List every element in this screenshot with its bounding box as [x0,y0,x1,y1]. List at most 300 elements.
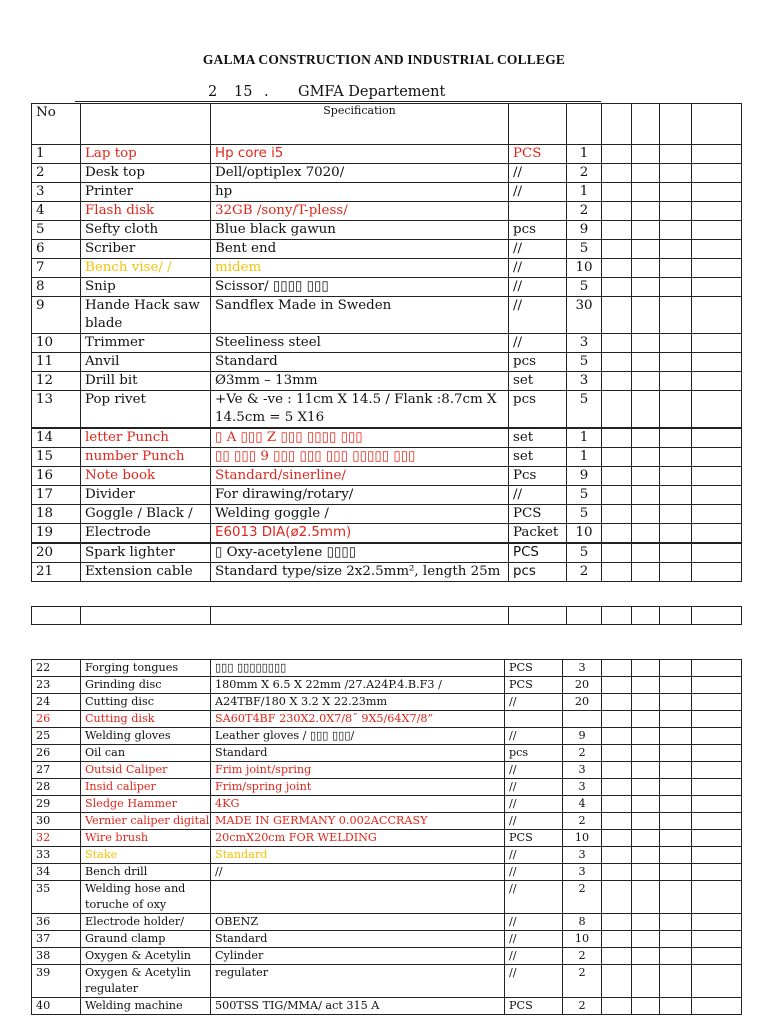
table-row [32,372,742,391]
item-unit: // [509,259,567,278]
row-number: 20 [32,544,81,563]
row-number: 5 [32,221,81,240]
table-header-row [32,104,742,145]
item-quantity: 10 [567,259,602,278]
item-specification: ▯ A ▯▯▯ Z ▯▯▯ ▯▯▯▯ ▯▯▯ [211,429,509,448]
equipment-table-continued [31,659,742,1015]
empty-cell [632,847,660,864]
empty-cell [692,660,742,677]
empty-cell [660,259,692,278]
empty-cell [692,240,742,259]
item-specification: ▯ Oxy-acetylene ▯▯▯▯ [211,544,509,563]
empty-cell [632,660,660,677]
item-unit: Pcs [509,467,567,486]
empty-cell [660,544,692,563]
empty-cell [602,847,632,864]
item-quantity: 3 [563,864,602,881]
item-quantity: 5 [567,353,602,372]
table-row [32,524,742,543]
empty-cell [632,467,660,486]
empty-cell [632,429,660,448]
empty-cell [692,429,742,448]
item-quantity: 3 [563,660,602,677]
empty-cell [692,391,742,428]
item-unit: // [509,183,567,202]
empty-cell [602,372,632,391]
item-name: Oxygen & Acetylin [81,948,211,965]
item-name: Outsid Caliper [81,762,211,779]
empty-cell [660,448,692,467]
empty-cell [602,881,632,914]
empty-cell [602,505,632,524]
item-specification: Standard [211,931,505,948]
item-name: Grinding disc [81,677,211,694]
empty-cell [660,813,692,830]
empty-cell [602,334,632,353]
empty-cell [632,998,660,1015]
empty-cell [660,998,692,1015]
empty-cell [692,448,742,467]
item-quantity: 3 [563,762,602,779]
empty-cell [602,259,632,278]
column-header-specification: Specification [211,104,509,145]
item-specification: Blue black gawun [211,221,509,240]
empty-cell [692,467,742,486]
empty-cell [632,762,660,779]
row-number: 29 [32,796,81,813]
item-unit: pcs [509,353,567,372]
item-name: Printer [81,183,211,202]
item-specification: Scissor/ ▯▯▯▯ ▯▯▯ [211,278,509,297]
empty-cell [602,240,632,259]
row-number: 11 [32,353,81,372]
item-name: Welding hose and toruche of oxy [81,881,211,914]
table-row [32,881,742,914]
table-row [32,745,742,762]
empty-cell [692,145,742,164]
empty-cell [602,745,632,762]
item-specification: Dell/optiplex 7020/ [211,164,509,183]
row-number: 3 [32,183,81,202]
item-specification: Standard/sinerline/ [211,467,509,486]
row-number: 9 [32,297,81,334]
item-name: Oxygen & Acetylin regulater [81,965,211,998]
row-number: 26 [32,745,81,762]
empty-cell [692,677,742,694]
row-number: 39 [32,965,81,998]
empty-cell [660,864,692,881]
blank-cell [632,607,660,625]
empty-cell [660,762,692,779]
empty-cell [660,881,692,914]
row-number: 25 [32,728,81,745]
empty-cell [660,372,692,391]
table-row [32,779,742,796]
table-row [32,544,742,563]
item-specification: 32GB /sony/T-pless/ [211,202,509,221]
empty-cell [660,353,692,372]
empty-cell [632,563,660,582]
row-number: 21 [32,563,81,582]
empty-cell [660,391,692,428]
item-name: Graund clamp [81,931,211,948]
item-name: Extension cable [81,563,211,582]
row-number: 28 [32,779,81,796]
empty-cell [692,779,742,796]
item-unit: PCS [509,505,567,524]
empty-cell [692,372,742,391]
empty-cell [602,353,632,372]
empty-cell [602,467,632,486]
empty-cell [632,745,660,762]
empty-cell [632,240,660,259]
empty-cell [692,297,742,334]
empty-cell [632,677,660,694]
column-header-no: No [32,104,81,145]
item-quantity: 8 [563,914,602,931]
item-quantity: 2 [567,164,602,183]
item-specification: MADE IN GERMANY 0.002ACCRASY [211,813,505,830]
blank-cell [509,607,567,625]
item-quantity: 9 [563,728,602,745]
item-name: Stake [81,847,211,864]
empty-cell [632,864,660,881]
empty-cell [660,334,692,353]
empty-cell [632,164,660,183]
table-row [32,334,742,353]
table-row [32,796,742,813]
item-quantity: 2 [567,563,602,582]
empty-cell [602,779,632,796]
row-number: 7 [32,259,81,278]
empty-cell [660,965,692,998]
empty-cell [602,914,632,931]
item-quantity: 5 [567,544,602,563]
empty-cell [602,164,632,183]
item-unit: // [509,297,567,334]
table-row [32,711,742,728]
empty-cell [692,998,742,1015]
table-row [32,998,742,1015]
empty-cell [632,259,660,278]
equipment-table-main [31,103,742,582]
year-part-b: 15 [234,84,253,100]
item-specification: midem [211,259,509,278]
table-row [32,221,742,240]
item-unit: // [505,881,563,914]
empty-cell [660,779,692,796]
row-number: 16 [32,467,81,486]
empty-cell [692,221,742,240]
item-name: Desk top [81,164,211,183]
empty-cell [692,505,742,524]
item-unit: // [505,931,563,948]
item-name: Anvil [81,353,211,372]
empty-cell [692,965,742,998]
item-unit: pcs [509,391,567,428]
item-quantity: 9 [567,221,602,240]
table-row [32,505,742,524]
empty-cell [660,728,692,745]
empty-cell [602,711,632,728]
column-header-blank [692,104,742,145]
empty-cell [692,334,742,353]
row-number: 10 [32,334,81,353]
item-name: Pop rivet [81,391,211,428]
item-name: Drill bit [81,372,211,391]
item-name: Vernier caliper digital [81,813,211,830]
empty-cell [660,278,692,297]
item-specification: regulater [211,965,505,998]
empty-cell [602,677,632,694]
item-quantity: 5 [567,240,602,259]
table-row [32,448,742,467]
row-number: 13 [32,391,81,428]
item-unit: pcs [509,563,567,582]
item-specification: Frim joint/spring [211,762,505,779]
empty-cell [602,948,632,965]
empty-cell [602,965,632,998]
table-row [32,847,742,864]
row-number: 23 [32,677,81,694]
table-row [32,145,742,164]
item-specification [211,881,505,914]
item-unit: // [509,486,567,505]
item-name: Bench drill [81,864,211,881]
item-unit: PCS [509,145,567,164]
item-specification: ▯▯ ▯▯▯ 9 ▯▯▯ ▯▯▯ ▯▯▯ ▯▯▯▯▯ ▯▯▯ [211,448,509,467]
item-quantity: 2 [563,745,602,762]
empty-cell [632,353,660,372]
item-name: Bench vise/ / [81,259,211,278]
department-name: GMFA Departement [298,84,446,100]
item-specification: Welding goggle / [211,505,509,524]
row-number: 35 [32,881,81,914]
department-line [75,84,601,102]
empty-cell [602,762,632,779]
empty-cell [602,183,632,202]
blank-cell [211,607,509,625]
item-unit: // [505,965,563,998]
item-unit [505,711,563,728]
empty-cell [660,183,692,202]
item-quantity: 3 [567,334,602,353]
item-specification: +Ve & -ve : 11cm X 14.5 / Flank :8.7cm X 14.5cm = 5 X16 [211,391,509,428]
item-name: Spark lighter [81,544,211,563]
row-number: 1 [32,145,81,164]
item-unit: // [505,813,563,830]
item-unit: set [509,448,567,467]
table-row [32,694,742,711]
empty-cell [692,711,742,728]
item-quantity: 5 [567,278,602,297]
item-quantity: 30 [567,297,602,334]
empty-cell [602,391,632,428]
item-specification: Standard [211,353,509,372]
item-unit: pcs [509,221,567,240]
empty-cell [692,881,742,914]
table-row [32,202,742,221]
item-specification: SA60T4BF 230X2.0X7/8˝ 9X5/64X7/8” [211,711,505,728]
item-unit: // [505,864,563,881]
table-row [32,391,742,428]
empty-cell [602,563,632,582]
column-header-blank [567,104,602,145]
item-quantity: 2 [567,202,602,221]
blank-cell [567,607,602,625]
item-unit: // [505,847,563,864]
item-name: Note book [81,467,211,486]
item-quantity: 9 [567,467,602,486]
empty-cell [632,813,660,830]
table-row [32,864,742,881]
item-specification: Standard [211,745,505,762]
empty-cell [660,164,692,183]
item-unit: PCS [509,544,567,563]
blank-cell [81,607,211,625]
table-row [32,931,742,948]
blank-cell [32,607,81,625]
empty-cell [602,864,632,881]
empty-cell [692,728,742,745]
empty-cell [692,813,742,830]
item-specification: 180mm X 6.5 X 22mm /27.A24P.4.B.F3 / [211,677,505,694]
row-number: 30 [32,813,81,830]
table-row [32,813,742,830]
row-number: 26 [32,711,81,728]
row-number: 38 [32,948,81,965]
empty-cell [692,202,742,221]
empty-cell [692,847,742,864]
column-header-blank [660,104,692,145]
empty-cell [602,998,632,1015]
blank-spacer-table [31,606,742,625]
item-quantity: 5 [567,391,602,428]
item-unit: Packet [509,524,567,543]
empty-cell [602,830,632,847]
empty-cell [660,486,692,505]
item-name: Oil can [81,745,211,762]
empty-cell [632,372,660,391]
item-unit: pcs [505,745,563,762]
row-number: 36 [32,914,81,931]
empty-cell [660,240,692,259]
table-row [32,762,742,779]
table-row [32,259,742,278]
item-unit: // [505,779,563,796]
empty-cell [692,914,742,931]
empty-cell [632,505,660,524]
blank-cell [602,607,632,625]
item-unit: // [509,164,567,183]
empty-cell [660,505,692,524]
blank-cell [692,607,742,625]
item-quantity: 2 [563,948,602,965]
item-name: Trimmer [81,334,211,353]
row-number: 33 [32,847,81,864]
empty-cell [660,694,692,711]
empty-cell [602,544,632,563]
empty-cell [602,931,632,948]
column-header-blank [632,104,660,145]
empty-cell [602,813,632,830]
empty-cell [602,297,632,334]
empty-cell [692,931,742,948]
item-unit: // [509,240,567,259]
empty-cell [692,353,742,372]
item-specification: Ø3mm – 13mm [211,372,509,391]
item-name: Scriber [81,240,211,259]
item-specification: Cylinder [211,948,505,965]
empty-cell [602,728,632,745]
column-header-blank [602,104,632,145]
row-number: 18 [32,505,81,524]
item-unit: // [505,728,563,745]
item-specification: Standard type/size 2x2.5mm², length 25m [211,563,509,582]
empty-cell [632,694,660,711]
empty-cell [632,334,660,353]
empty-cell [632,183,660,202]
table-row [32,677,742,694]
item-quantity: 1 [567,429,602,448]
item-name: Cutting disc [81,694,211,711]
empty-cell [632,544,660,563]
empty-cell [660,563,692,582]
item-name: Sefty cloth [81,221,211,240]
empty-cell [632,202,660,221]
item-unit: set [509,429,567,448]
empty-cell [692,948,742,965]
item-name: Wire brush [81,830,211,847]
item-name: Insid caliper [81,779,211,796]
item-name: Cutting disk [81,711,211,728]
year-separator: . [264,84,269,100]
row-number: 19 [32,524,81,543]
item-quantity [563,711,602,728]
item-quantity: 2 [563,965,602,998]
row-number: 22 [32,660,81,677]
item-specification: For dirawing/rotary/ [211,486,509,505]
item-quantity: 1 [567,448,602,467]
item-name: Electrode holder/ [81,914,211,931]
item-unit: PCS [505,998,563,1015]
empty-cell [632,297,660,334]
row-number: 37 [32,931,81,948]
item-specification: Standard [211,847,505,864]
table-row [32,914,742,931]
empty-cell [632,830,660,847]
item-quantity: 5 [567,505,602,524]
empty-cell [660,524,692,543]
empty-cell [692,694,742,711]
empty-cell [602,694,632,711]
item-specification: hp [211,183,509,202]
item-specification: // [211,864,505,881]
row-number: 40 [32,998,81,1015]
empty-cell [660,429,692,448]
item-name: Electrode [81,524,211,543]
empty-cell [632,948,660,965]
item-name: Snip [81,278,211,297]
table-row [32,728,742,745]
table-row [32,164,742,183]
item-quantity: 20 [563,694,602,711]
empty-cell [632,728,660,745]
empty-cell [692,486,742,505]
item-unit: PCS [505,830,563,847]
item-specification: Leather gloves / ▯▯▯ ▯▯▯/ [211,728,505,745]
row-number: 4 [32,202,81,221]
